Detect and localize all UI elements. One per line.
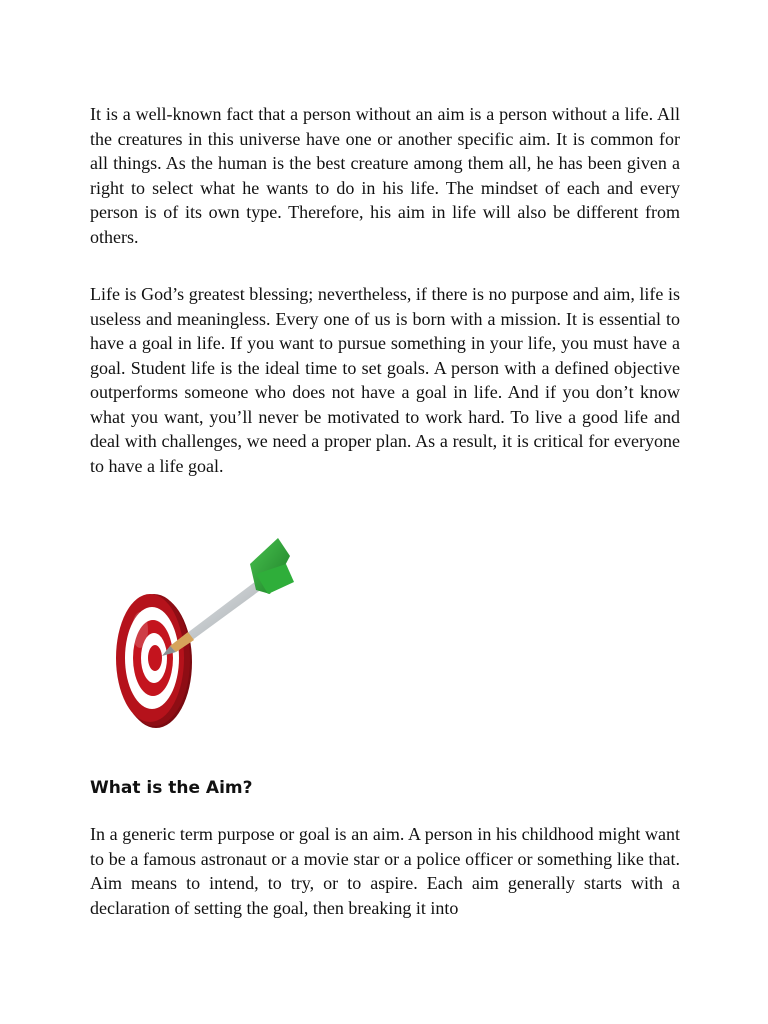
dartboard-figure [100,534,300,734]
section-heading: What is the Aim? [90,778,253,798]
paragraph-life-goal: Life is God’s greatest blessing; nevertheless, if there is no purpose and aim, life is useless and meaningless. Every one of us is born with a mission. It is essential to have a goal in life. If you want to pursue something in your life, you must have a goal. Student life is the ideal time to set goals. A person with a defined objective outperforms someone who does not have a goal in life. And if you don’t know what you want, you’ll never be motivated to work hard. To live a good life and deal with challenges, we need a proper plan. As a result, it is critical for everyone to have a life goal. [90,284,680,476]
intro-section [90,102,680,478]
paragraph-intro: It is a well-known fact that a person without an aim is a person without a life. All the creatures in this universe have one or another specific aim. It is common for all things. As the human is the best creature among them all, he has been given a right to select what he wants to do in his life. The mindset of each and every person is of its own type. Therefore, his aim in life will also be different from others. [90,104,680,247]
paragraph-what-is-aim: In a generic term purpose or goal is an aim. A person in his childhood might want to be a famous astronaut or a movie star or a police officer or something like that. Aim means to intend, to try, or to aspire. Each aim generally starts with a declaration of setting the goal, then breaking it into [90,824,680,918]
dartboard-arrow-icon [100,534,300,734]
